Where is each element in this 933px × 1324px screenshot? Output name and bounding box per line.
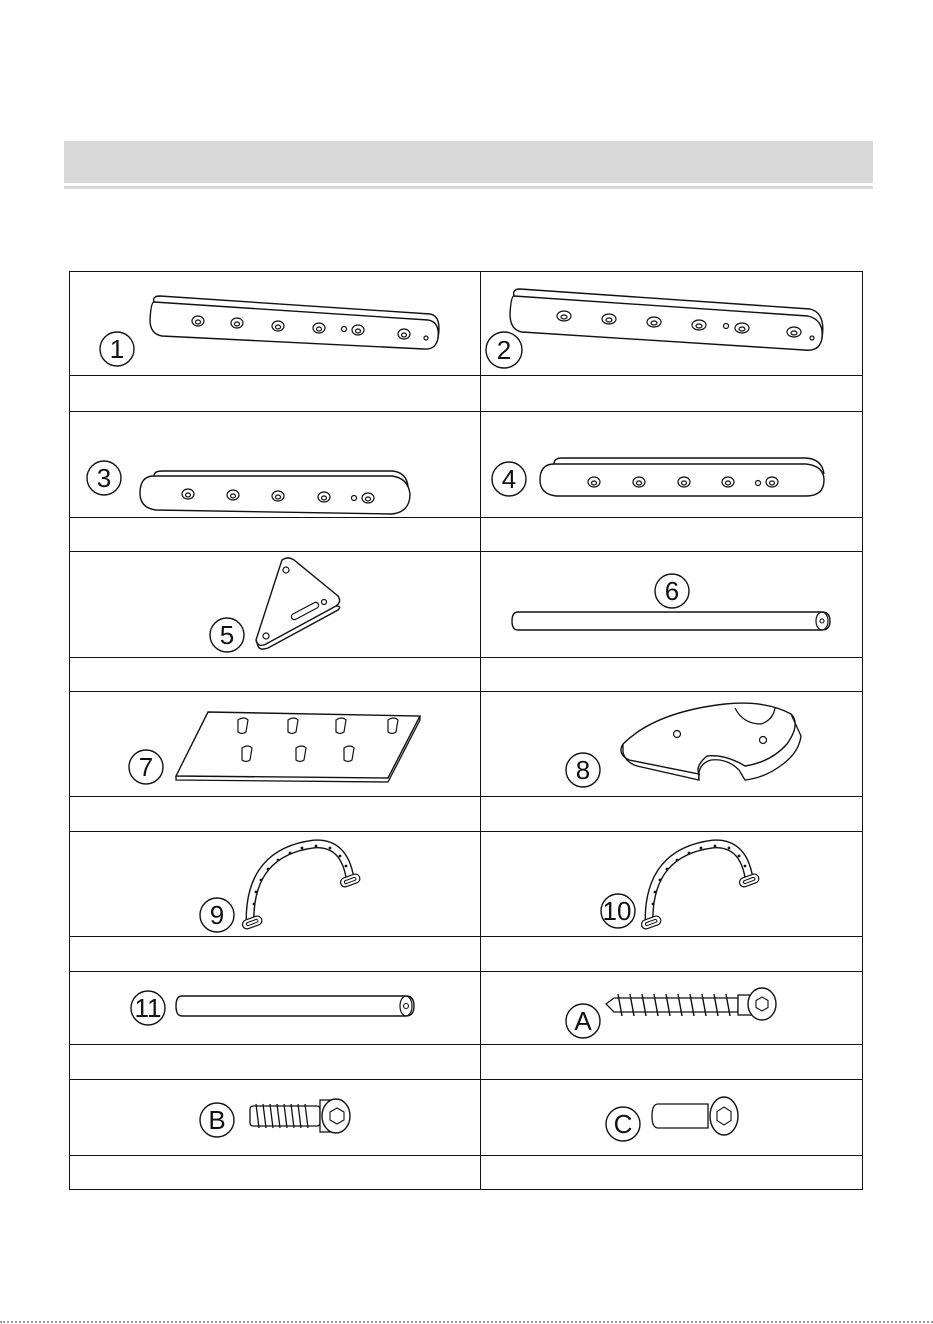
arc-strap-icon [236, 838, 360, 934]
part-label [70, 376, 480, 410]
part-label [481, 797, 864, 831]
short-bracket-five-holes-icon [136, 468, 420, 518]
part-number-callout: 1 [109, 334, 125, 364]
part-number-callout: 9 [209, 900, 225, 930]
grid-line [70, 971, 862, 972]
slotted-panel-icon [172, 710, 424, 782]
part-label [481, 937, 864, 971]
part-number-callout: C [613, 1109, 633, 1139]
part-label [70, 797, 480, 831]
grid-line [70, 831, 862, 832]
barrel-nut-icon [650, 1094, 750, 1138]
part-label [70, 658, 480, 692]
part-label [481, 658, 864, 692]
arc-strap-icon [635, 838, 759, 934]
long-bracket-six-holes-icon [148, 292, 448, 354]
part-number-callout: 8 [575, 755, 591, 785]
long-bracket-six-holes-icon [508, 286, 828, 356]
part-number-callout: 3 [96, 463, 112, 493]
part-label [481, 376, 864, 410]
part-number-callout: 4 [501, 464, 517, 494]
short-bracket-five-holes-icon [536, 456, 832, 502]
rod-icon [174, 992, 418, 1020]
part-number-callout: B [208, 1105, 226, 1135]
section-header-rule [64, 186, 873, 189]
section-header-band [64, 141, 873, 183]
wood-screw-icon [602, 984, 782, 1024]
hex-bolt-icon [246, 1094, 356, 1138]
part-label [70, 1156, 480, 1190]
curved-wedge-block-icon [615, 694, 805, 786]
part-label [481, 1045, 864, 1079]
part-number-callout: 5 [219, 620, 235, 650]
part-number-callout: 11 [134, 993, 162, 1023]
part-label [70, 518, 480, 552]
page-bottom-border [0, 1321, 933, 1323]
part-number-callout: 6 [664, 576, 680, 606]
part-number-callout: 10 [602, 896, 632, 926]
part-label [70, 937, 480, 971]
grid-line [70, 411, 862, 412]
part-number-callout: 2 [496, 335, 512, 365]
part-label [481, 518, 864, 552]
part-label [481, 1156, 864, 1190]
part-label [70, 1045, 480, 1079]
part-number-callout: A [574, 1006, 592, 1036]
part-number-callout: 7 [138, 752, 154, 782]
triangle-plate-icon [250, 556, 346, 652]
grid-line [70, 1079, 862, 1080]
parts-table [69, 271, 863, 1190]
